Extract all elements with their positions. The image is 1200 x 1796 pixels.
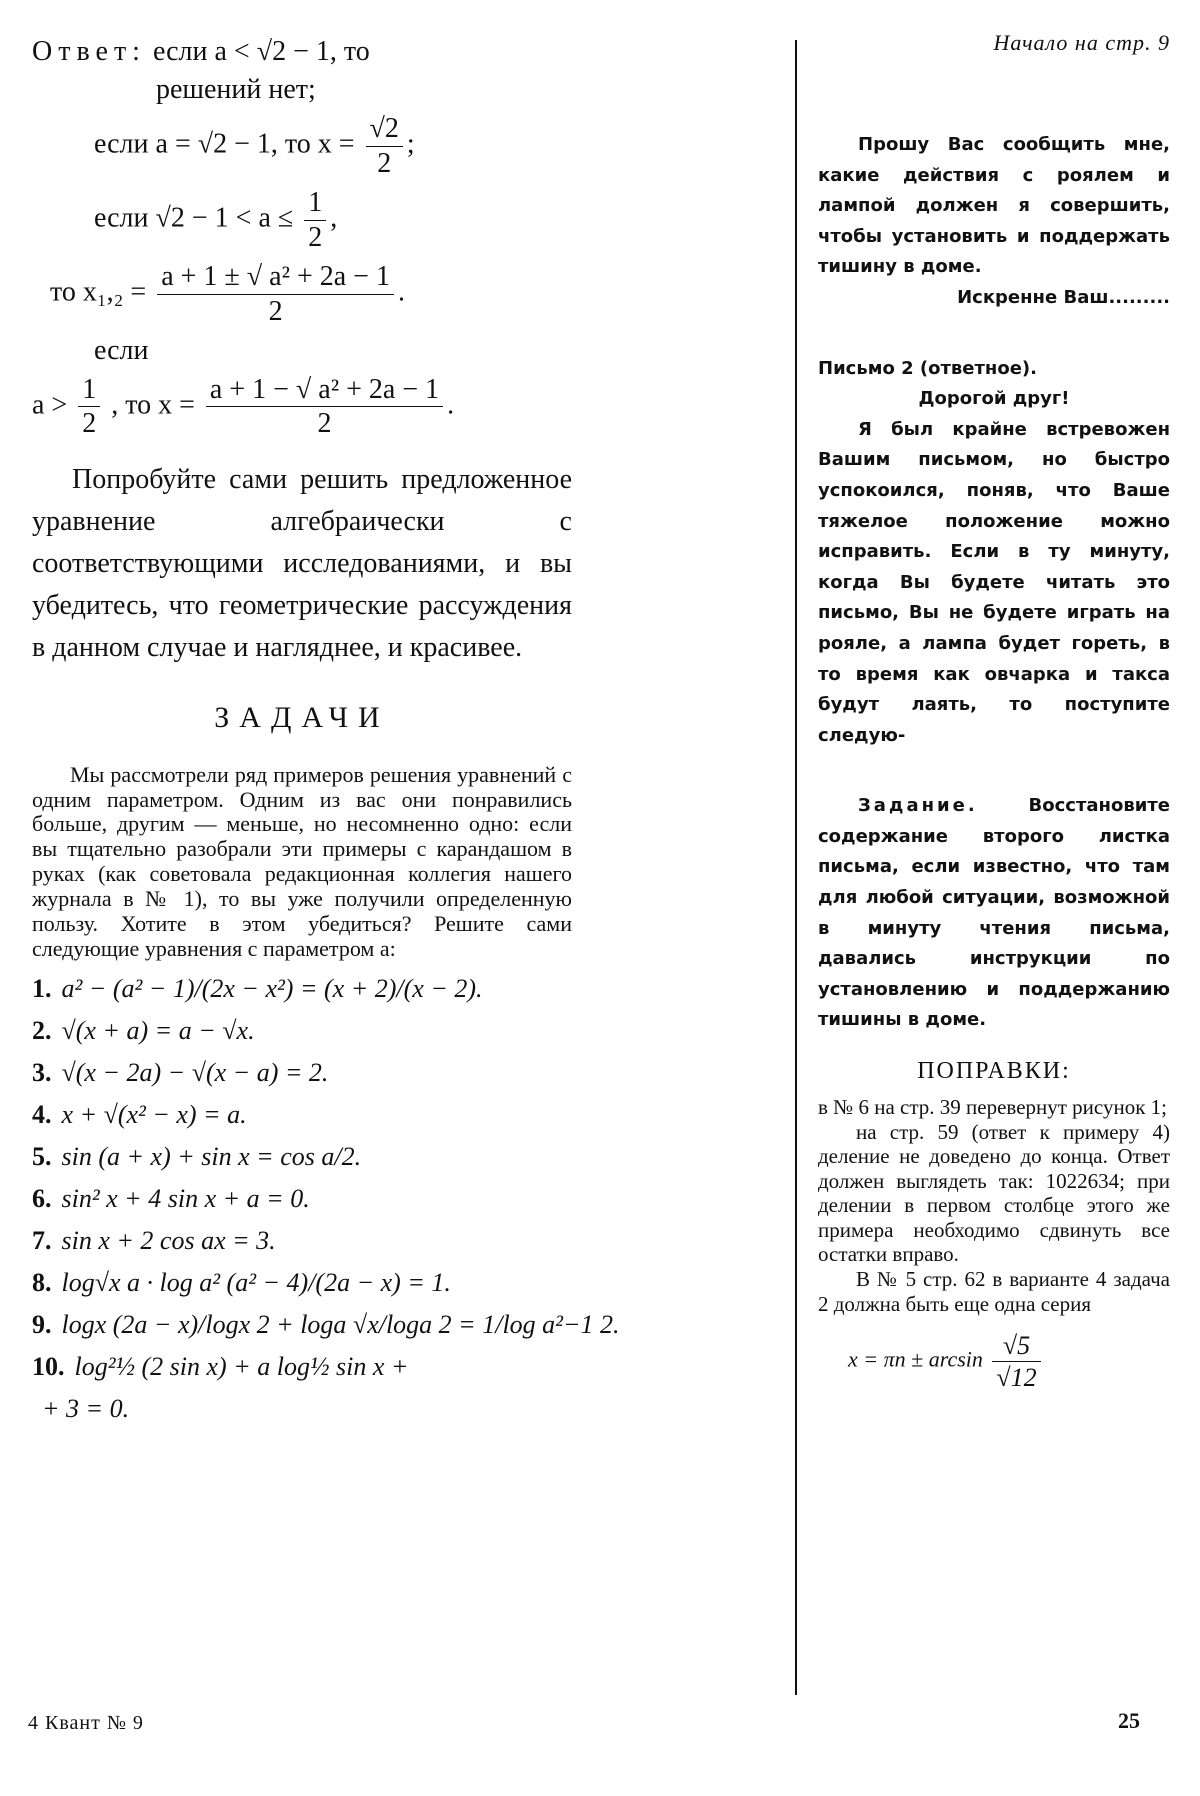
- right-column: [818, 30, 1170, 1393]
- problem-item: [32, 1394, 572, 1424]
- answer-line-5: если: [94, 334, 149, 366]
- letter-2-greeting: Дорогой друг!: [918, 388, 1070, 410]
- fraction-numerator: 1: [304, 186, 326, 221]
- left-column: [32, 30, 620, 1436]
- problem-number: 10.: [32, 1351, 65, 1381]
- problem-equation: log²½ (2 sin x) + a log½ sin x +: [74, 1351, 409, 1381]
- problem-equation: x + √(x² − x) = a.: [61, 1099, 247, 1129]
- problem-equation: √(x − 2a) − √(x − a) = 2.: [61, 1057, 329, 1087]
- answer-line-2: если a = √2 − 1, то x = $\frac{√2}{2}$ ;: [94, 113, 415, 179]
- answer-label: Ответ:: [32, 36, 146, 67]
- letter-2-body: Я был крайне встревожен Вашим письмом, но быстро успокоился, поняв, что Ваше тяжелое положение можно исправить. Если в ту минуту, когда Вы будете читать это письмо, Вы не будете играть на рояле, а лампа будет гореть, в то время как овчарка и такса будут лаять, то поступите следую-: [818, 418, 1170, 746]
- problems-intro: Мы рассмотрели ряд примеров решения уравнений с одним параметром. Одним из вас они понравились больше, другим — меньше, но несомненно одно: если вы тщательно разобрали эти примеры с карандашом в руках (как советовала редакционная коллегия нашего журнала в № 1), то вы уже получили определенную пользу. Хотите в этом убедиться? Решите сами следующие уравнения с параметром a:: [32, 761, 572, 961]
- answer-case-3: если √2 − 1 < a ≤: [94, 202, 294, 234]
- problem-item: [32, 1352, 572, 1382]
- fraction-numerator: √5: [992, 1330, 1040, 1362]
- answer-line-1b: решений нет;: [156, 74, 316, 105]
- answer-case-4-prefix: то x₁,₂ =: [50, 276, 147, 308]
- problem-number: 2.: [32, 1015, 52, 1045]
- problem-item: [32, 1184, 572, 1214]
- problem-number: 9.: [32, 1309, 52, 1339]
- formula-fraction: [992, 1330, 1040, 1393]
- answer-fraction-2: [366, 112, 403, 180]
- answer-case-6-prefix: a >: [32, 389, 68, 421]
- task-paragraph: [818, 791, 1170, 1036]
- correction-1: в № 6 на стр. 39 перевернут рисунок 1;: [818, 1095, 1167, 1120]
- page-number: 25: [1118, 1708, 1140, 1733]
- problem-number: 7.: [32, 1225, 52, 1255]
- problem-equation: sin x + 2 cos ax = 3.: [61, 1225, 276, 1255]
- problem-number: 8.: [32, 1267, 52, 1297]
- letter-2: [818, 354, 1170, 752]
- fraction-denominator: 2: [268, 295, 283, 327]
- fraction-denominator: 2: [308, 221, 323, 253]
- spacer: [818, 314, 1170, 354]
- problem-item: [32, 1142, 572, 1172]
- fraction-denominator: 2: [82, 408, 97, 440]
- answer-fraction-6a: [78, 373, 100, 441]
- answer-case-6-mid: , то x =: [111, 389, 195, 421]
- problem-equation: √(x + a) = a − √x.: [61, 1015, 255, 1045]
- formula-prefix: x = πn ± arcsin: [848, 1346, 983, 1372]
- correction-2: на стр. 59 (ответ к примеру 4) деление не доведено до конца. Ответ должен выглядеть так: 1022634; при делении в первом столбце этого же примера необходимо сдвинуть все остатки вправо.: [818, 1119, 1170, 1267]
- corrections-block: [818, 1095, 1170, 1316]
- corrections-title: ПОПРАВКИ:: [917, 1058, 1071, 1085]
- problem-number: 1.: [32, 973, 52, 1003]
- task-block: [818, 791, 1170, 1036]
- problem-equation: a² − (a² − 1)/(2x − x²) = (x + 2)/(x − 2).: [61, 973, 483, 1003]
- task-label: Задание.: [858, 795, 978, 817]
- answer-line-4: то x₁,₂ = $\frac{\text{a + 1 ± √ a² + 2a − 1}}{2}$ .: [50, 261, 405, 327]
- letter-1-signoff: Искренне Ваш.........: [957, 286, 1170, 308]
- fraction-denominator: 2: [377, 147, 392, 179]
- answer-fraction-6b: [206, 373, 443, 441]
- problem-number: 6.: [32, 1183, 52, 1213]
- fraction-numerator: 1: [78, 373, 100, 408]
- fraction-numerator: √2: [366, 112, 403, 147]
- column-divider: [795, 40, 797, 1695]
- spacer: [818, 751, 1170, 791]
- problems-heading: ЗАДАЧИ: [214, 700, 390, 734]
- problem-item: [32, 1058, 572, 1088]
- answer-fraction-4: [157, 260, 394, 328]
- answer-line-6: a > $\frac{1}{2}$ , то x = $\frac{\text{a + 1 − √ a² + 2a − 1}}{2}$ .: [32, 373, 455, 440]
- problem-equation: + 3 = 0.: [42, 1393, 130, 1423]
- answer-fraction-3: [304, 186, 326, 254]
- letter-1-body: Прошу Вас сообщить мне, какие действия с роялем и лампой должен я совершить, чтобы установить и поддержать тишину в доме.: [818, 134, 1170, 278]
- correction-formula: [818, 1330, 1170, 1393]
- answer-line-1: [32, 36, 572, 68]
- problem-item: [32, 1100, 572, 1130]
- letter-2-title: Письмо 2 (ответное).: [818, 357, 1037, 379]
- footer-journal: 4 Квант № 9: [28, 1712, 144, 1734]
- fraction-denominator: 2: [317, 408, 332, 440]
- answer-case-1: если a < √2 − 1, то: [152, 36, 370, 67]
- problem-item: [32, 1309, 620, 1340]
- fraction-denominator: √12: [996, 1363, 1037, 1393]
- problem-number: 4.: [32, 1099, 52, 1129]
- answer-case-2: если a = √2 − 1, то x =: [94, 128, 355, 160]
- problem-item: [32, 1016, 572, 1046]
- letter-1: [818, 130, 1170, 314]
- problem-equation: logx (2a − x)/logx 2 + loga √x/loga 2 = 1/log a²−1 2.: [61, 1309, 620, 1339]
- problem-item: [32, 1268, 572, 1298]
- fraction-numerator: a + 1 − √ a² + 2a − 1: [206, 373, 443, 408]
- task-body: Восстановите содержание второго листка письма, если известно, что там для любой ситуации, возможной в минуту чтения письма, давались инструкции по установлению и поддержанию тишины в доме.: [818, 795, 1170, 1031]
- problem-number: 3.: [32, 1057, 52, 1087]
- body-paragraph: Попробуйте сами решить предложенное уравнение алгебраически с соответствующими исследованиями, и вы убедитесь, что геометрические рассуждения в данном случае и нагляднее, и красивее.: [32, 463, 572, 663]
- problem-item: [32, 1226, 572, 1256]
- answer-line-3: если √2 − 1 < a ≤ $\frac{1}{2}$ ,: [94, 187, 338, 253]
- problem-equation: sin (a + x) + sin x = cos a/2.: [61, 1141, 362, 1171]
- problem-number: 5.: [32, 1141, 52, 1171]
- correction-3: В № 5 стр. 62 в варианте 4 задача 2 должна быть еще одна серия: [818, 1266, 1170, 1316]
- problem-item: [32, 974, 572, 1004]
- fraction-numerator: a + 1 ± √ a² + 2a − 1: [157, 260, 394, 295]
- problem-equation: log√x a · log a² (a² − 4)/(2a − x) = 1.: [61, 1267, 451, 1297]
- continued-from-note: Начало на стр. 9: [993, 30, 1170, 55]
- problem-equation: sin² x + 4 sin x + a = 0.: [61, 1183, 310, 1213]
